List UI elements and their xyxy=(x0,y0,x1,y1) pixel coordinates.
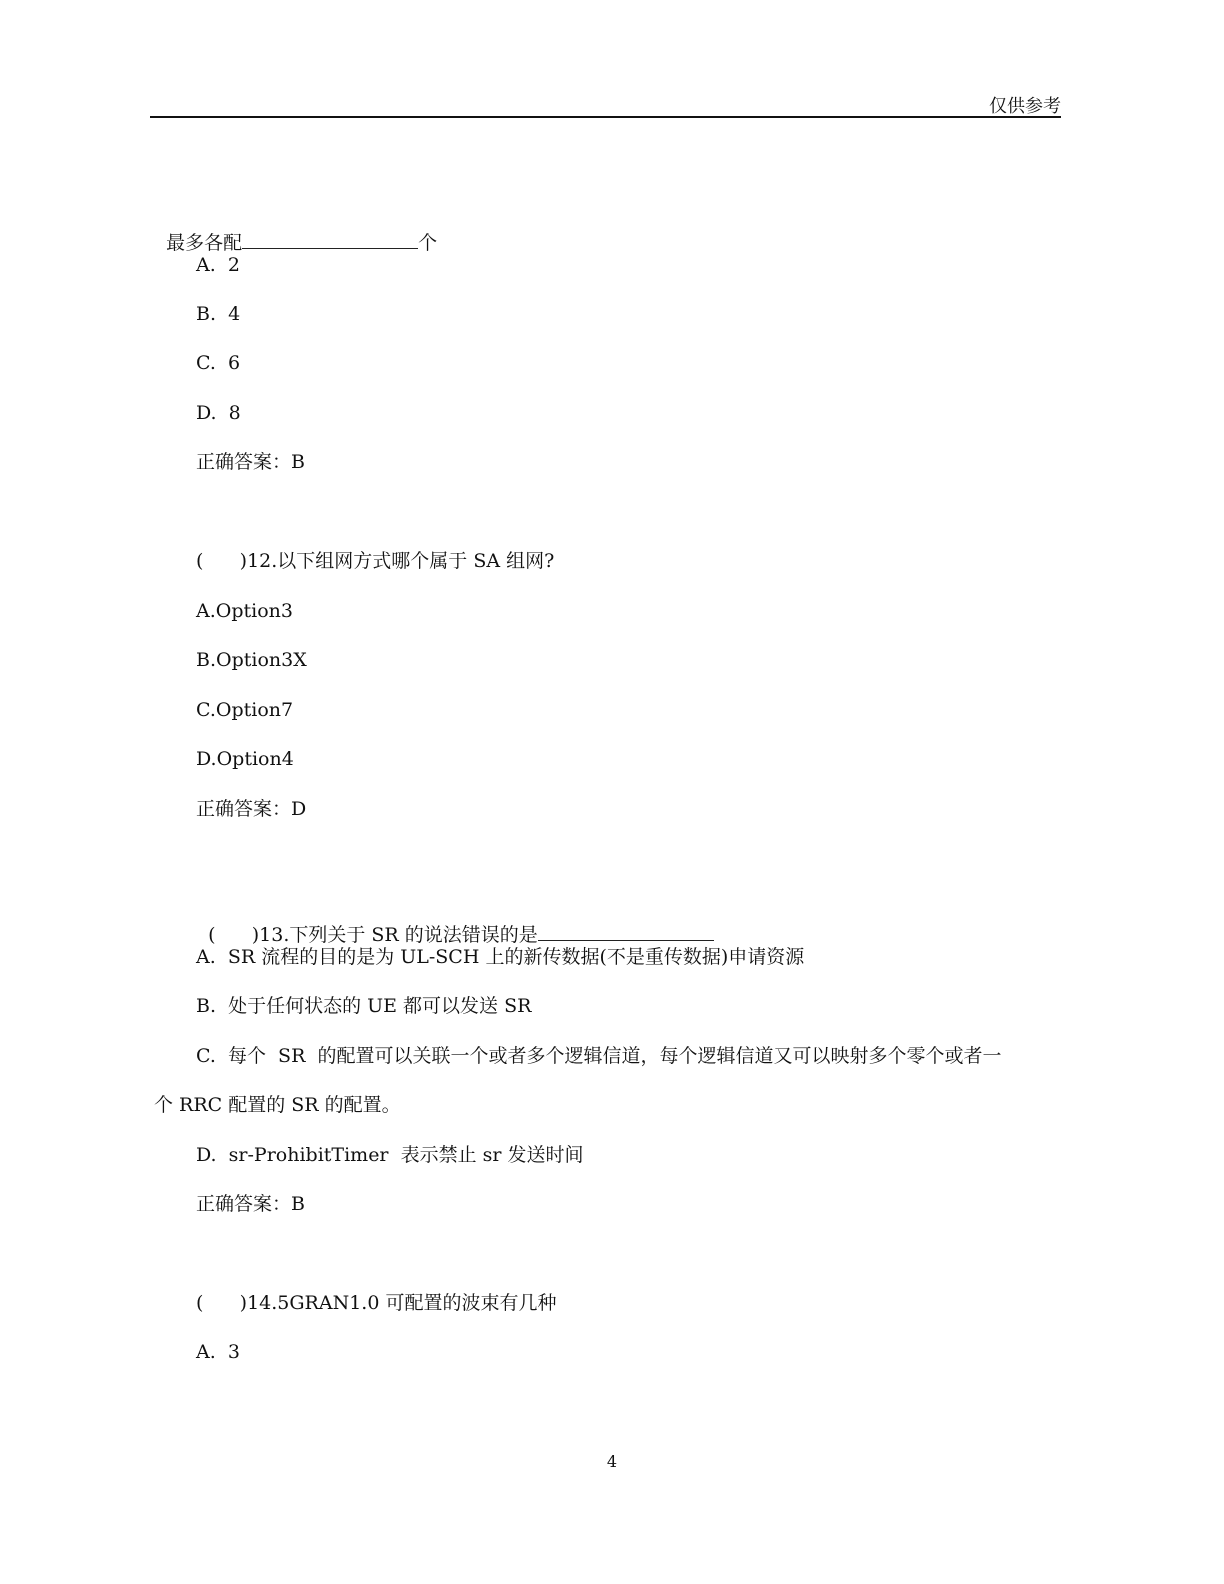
q12-option-c: C.Option7 xyxy=(196,699,294,721)
q12-option-d: D.Option4 xyxy=(196,748,294,770)
header-text: 仅供参考 xyxy=(989,96,1061,117)
answer-blank xyxy=(538,920,714,941)
page-header xyxy=(150,88,1061,118)
q12-option-b: B.Option3X xyxy=(196,649,307,671)
q12-option-a: A.Option3 xyxy=(196,600,293,622)
q11-stem xyxy=(154,202,437,256)
q13-stem xyxy=(196,894,714,948)
q13-answer: 正确答案：B xyxy=(196,1193,305,1215)
q13-option-c: C. 每个 SR 的配置可以关联一个或者多个逻辑信道，每个逻辑信道又可以映射多个零个或者一 xyxy=(196,1045,1002,1067)
answer-blank xyxy=(242,228,418,249)
q11-option-c: C. 6 xyxy=(196,352,241,374)
q13-option-c-continued: 个 RRC 配置的 SR 的配置。 xyxy=(154,1094,401,1116)
q11-option-a: A. 2 xyxy=(196,254,240,276)
q12-stem: ( )12.以下组网方式哪个属于 SA 组网? xyxy=(196,550,555,572)
q13-option-b: B. 处于任何状态的 UE 都可以发送 SR xyxy=(196,995,532,1017)
q14-option-a: A. 3 xyxy=(196,1341,240,1363)
q11-answer: 正确答案：B xyxy=(196,451,305,473)
q11-option-d: D. 8 xyxy=(196,402,241,424)
q12-answer: 正确答案：D xyxy=(196,798,307,820)
q13-stem-text: ( )13.下列关于 SR 的说法错误的是 xyxy=(208,924,538,946)
q11-stem-after: 个 xyxy=(418,232,438,254)
q13-option-d: D. sr-ProhibitTimer 表示禁止 sr 发送时间 xyxy=(196,1144,584,1166)
q11-stem-before: 最多各配 xyxy=(166,232,243,254)
q11-option-b: B. 4 xyxy=(196,303,241,325)
q13-option-a: A. SR 流程的目的是为 UL-SCH 上的新传数据(不是重传数据)申请资源 xyxy=(196,946,805,968)
q14-stem: ( )14.5GRAN1.0 可配置的波束有几种 xyxy=(196,1292,557,1314)
page-number: 4 xyxy=(606,1452,618,1471)
